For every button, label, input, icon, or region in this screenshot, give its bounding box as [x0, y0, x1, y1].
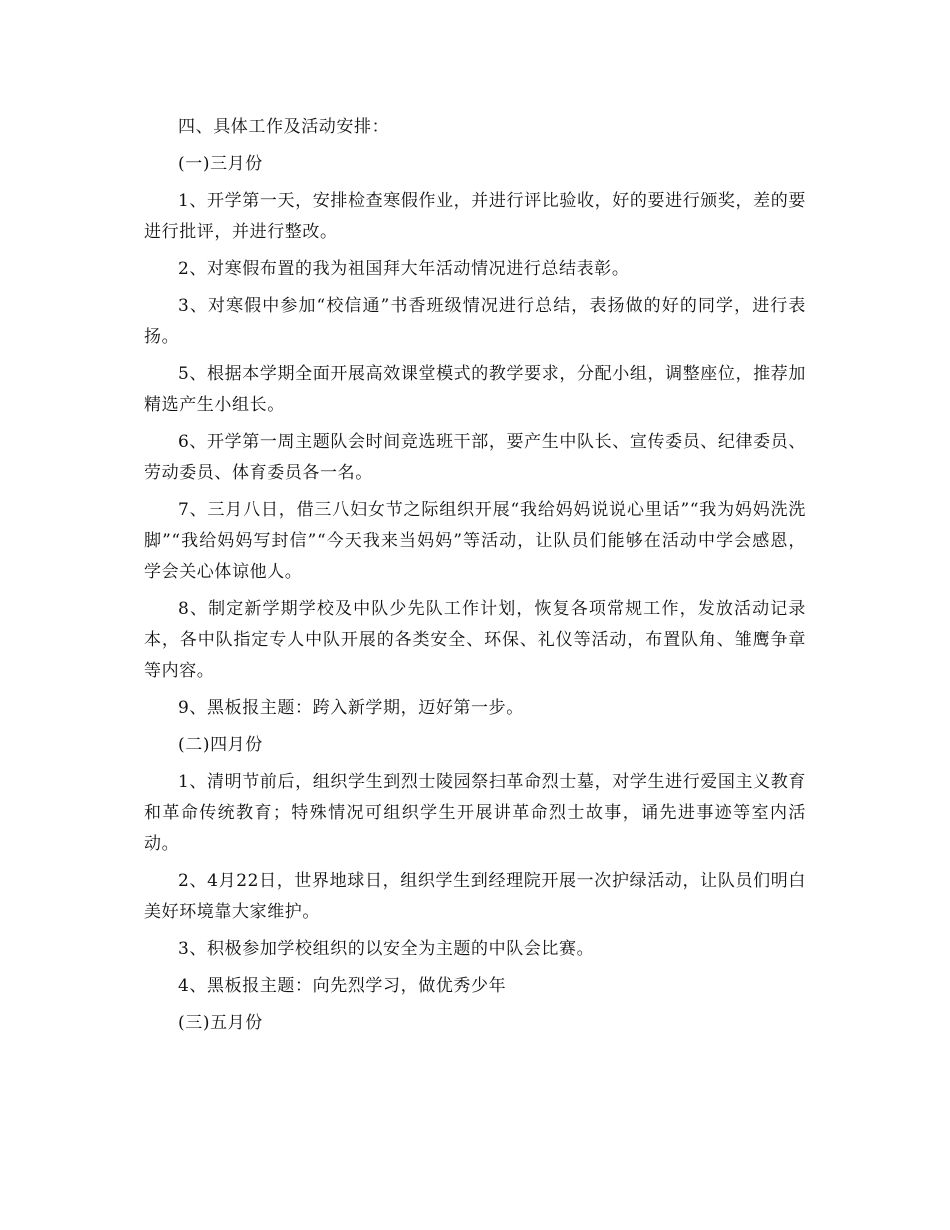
paragraph-march-item-8: 8、制定新学期学校及中队少先队工作计划，恢复各项常规工作，发放活动记录本，各中队指定专人中队开展的各类安全、环保、礼仪等活动，布置队角、雏鹰争章等内容。: [144, 599, 806, 681]
subheading-april: (二)四月份: [178, 735, 263, 755]
paragraph-april-item-4: 4、黑板报主题：向先烈学习，做优秀少年: [178, 976, 507, 996]
paragraph-march-item-1: 1、开学第一天，安排检查寒假作业，并进行评比验收，好的要进行颁奖，差的要进行批评，并进行整改。: [144, 191, 806, 242]
document-body: [144, 112, 806, 1045]
paragraph-march-item-2: 2、对寒假布置的我为祖国拜大年活动情况进行总结表彰。: [178, 259, 630, 279]
subheading-may: (三)五月份: [178, 1013, 263, 1033]
paragraph-march-item-6: 6、开学第一周主题队会时间竞选班干部，要产生中队长、宣传委员、纪律委员、劳动委员、体育委员各一名。: [144, 432, 806, 483]
paragraph-march-item-9: 9、黑板报主题：跨入新学期，迈好第一步。: [178, 698, 524, 718]
paragraph-march-item-3: 3、对寒假中参加“校信通”书香班级情况进行总结，表扬做的好的同学，进行表扬。: [144, 296, 806, 347]
section-heading-arrangements: 四、具体工作及活动安排：: [178, 117, 390, 137]
paragraph-april-item-3: 3、积极参加学校组织的以安全为主题的中队会比赛。: [178, 939, 595, 959]
paragraph-april-item-2: 2、4月22日，世界地球日，组织学生到经理院开展一次护绿活动，让队员们明白美好环境靠大家维护。: [144, 871, 806, 922]
paragraph-april-item-1: 1、清明节前后，组织学生到烈士陵园祭扫革命烈士墓，对学生进行爱国主义教育和革命传统教育；特殊情况可组织学生开展讲革命烈士故事，诵先进事迹等室内活动。: [144, 772, 806, 854]
paragraph-march-item-7: 7、三月八日，借三八妇女节之际组织开展“我给妈妈说说心里话”“我为妈妈洗洗脚”“我给妈妈写封信”“今天我来当妈妈”等活动，让队员们能够在活动中学会感恩，学会关心体谅他人。: [144, 500, 806, 582]
paragraph-march-item-5: 5、根据本学期全面开展高效课堂模式的教学要求，分配小组，调整座位，推荐加精选产生小组长。: [144, 364, 806, 415]
subheading-march: (一)三月份: [178, 154, 263, 174]
